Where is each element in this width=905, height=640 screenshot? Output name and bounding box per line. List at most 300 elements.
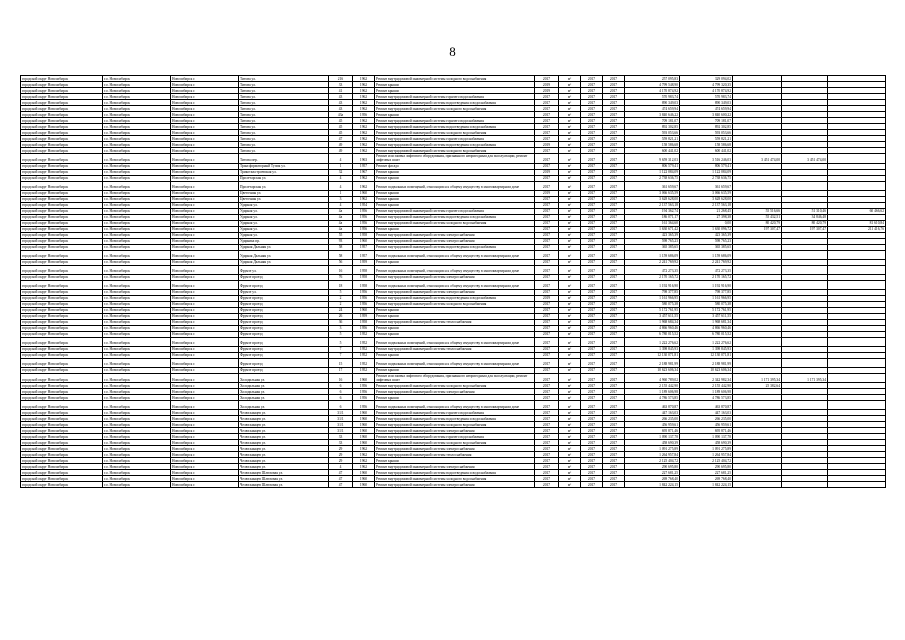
- cell-city: Новосибирск г.: [171, 373, 239, 383]
- cell-plan_year: 2017: [535, 358, 559, 367]
- cell-city: Новосибирск г.: [171, 244, 239, 250]
- cell-cost_b: 2 170 165,72: [680, 274, 733, 280]
- cell-city: Новосибирск г.: [171, 202, 239, 208]
- cell-end: 2017: [603, 163, 625, 169]
- cell-start: 2017: [581, 319, 603, 325]
- cell-start: 2017: [581, 181, 603, 190]
- cell-cost_a: 695 871,46: [625, 428, 680, 434]
- cell-start: 2017: [581, 244, 603, 250]
- cell-year: 1962: [353, 100, 375, 106]
- cell-cost_b: 890 349,03: [680, 100, 733, 106]
- cell-start: 2017: [581, 226, 603, 232]
- cell-street: Фрунзе проезд: [239, 367, 329, 373]
- cell-house: 3: [329, 325, 353, 331]
- cell-work_type: Ремонт внутридомовой инженерной системы водоотведения и водоснабжения: [375, 295, 535, 301]
- cell-settlement: г.о. Новосибирск: [103, 367, 171, 373]
- cell-city: Новосибирск г.: [171, 313, 239, 319]
- cell-settlement: г.о. Новосибирск: [103, 358, 171, 367]
- cell-end: 2017: [603, 395, 625, 401]
- cell-year: 1962: [353, 196, 375, 202]
- cell-work_type: Ремонт фасада: [375, 163, 535, 169]
- cell-unit: м²: [559, 295, 581, 301]
- cell-cost_d: [782, 250, 828, 259]
- cell-city: Новосибирск г.: [171, 295, 239, 301]
- cell-unit: м²: [559, 383, 581, 389]
- cell-unit: м²: [559, 325, 581, 331]
- cell-street: Челюскинцев ул.: [239, 446, 329, 452]
- cell-work_type: Ремонт внутридомовой инженерной системы горячего водоснабжения: [375, 136, 535, 142]
- cell-settlement: г.о. Новосибирск: [103, 148, 171, 154]
- cell-work_type: Ремонт внутридомовой инженерной системы холодного водоснабжения: [375, 422, 535, 428]
- cell-city: Новосибирск г.: [171, 136, 239, 142]
- table-row: [21, 373, 886, 383]
- cell-street: Челюскинцев ул.: [239, 422, 329, 428]
- cell-settlement: г.о. Новосибирск: [103, 422, 171, 428]
- cell-end: 2017: [603, 196, 625, 202]
- cell-cost_b: 266 235,00: [680, 416, 733, 422]
- cell-work_type: Ремонт внутридомовой инженерной системы электроснабжения: [375, 274, 535, 280]
- cell-plan_year: 2017: [535, 136, 559, 142]
- cell-year: 1956: [353, 395, 375, 401]
- cell-cost_a: 4 170 874,92: [625, 88, 680, 94]
- cell-end: 2017: [603, 464, 625, 470]
- cell-cost_b: 3 516 246,03: [680, 154, 733, 164]
- cell-work_type: Ремонт внутридомовой инженерной системы холодного водоснабжения: [375, 220, 535, 226]
- cell-work_type: Ремонт внутридомовой инженерной системы электроснабжения: [375, 238, 535, 244]
- cell-house: 31/1: [329, 410, 353, 416]
- cell-district: городской округ Новосибирск: [21, 100, 103, 106]
- cell-cost_d: 51 310,46: [782, 208, 828, 214]
- cell-end: 2017: [603, 220, 625, 226]
- cell-cost_a: 2 137 563,18: [625, 202, 680, 208]
- cell-settlement: г.о. Новосибирск: [103, 416, 171, 422]
- cell-unit: м²: [559, 458, 581, 464]
- cell-cost_a: 709 181,07: [625, 118, 680, 124]
- cell-start: 2017: [581, 124, 603, 130]
- cell-cost_e: [828, 280, 886, 289]
- cell-cost_d: [782, 280, 828, 289]
- cell-year: 1962: [353, 124, 375, 130]
- cell-settlement: г.о. Новосибирск: [103, 325, 171, 331]
- cell-district: городской округ Новосибирск: [21, 319, 103, 325]
- cell-end: 2017: [603, 259, 625, 265]
- cell-unit: м²: [559, 208, 581, 214]
- cell-work_type: Ремонт крыши: [375, 352, 535, 358]
- cell-district: городской округ Новосибирск: [21, 313, 103, 319]
- cell-work_type: Ремонт внутридомовой инженерной системы водоотведения и водоснабжения: [375, 416, 535, 422]
- cell-work_type: Ремонт или замена лифтового оборудования, признанного непригодным для эксплуатации, ремонт лифтовых шахт: [375, 373, 535, 383]
- cell-work_type: Ремонт внутридомовой инженерной системы теплоснабжения: [375, 319, 535, 325]
- cell-start: 2017: [581, 416, 603, 422]
- cell-work_type: Ремонт крыши: [375, 82, 535, 88]
- cell-cost_b: 1 189 606,98: [680, 389, 733, 395]
- cell-start: 2017: [581, 250, 603, 259]
- cell-year: 1956: [353, 301, 375, 307]
- cell-unit: м²: [559, 259, 581, 265]
- cell-plan_year: 2017: [535, 220, 559, 226]
- cell-house: 93: [329, 238, 353, 244]
- cell-end: 2017: [603, 208, 625, 214]
- cell-house: 32: [329, 169, 353, 175]
- cell-district: городской округ Новосибирск: [21, 76, 103, 82]
- cell-street: Фрунзе проезд: [239, 352, 329, 358]
- cell-street: Челюскинцев ул.: [239, 464, 329, 470]
- cell-start: 2017: [581, 352, 603, 358]
- cell-work_type: Ремонт крыши: [375, 395, 535, 401]
- cell-district: городской округ Новосибирск: [21, 238, 103, 244]
- cell-plan_year: 2017: [535, 226, 559, 232]
- cell-unit: м²: [559, 250, 581, 259]
- cell-unit: м²: [559, 416, 581, 422]
- cell-end: 2017: [603, 232, 625, 238]
- cell-cost_c: [733, 358, 782, 367]
- cell-street: Челюскинцев Шлюзовая ул.: [239, 482, 329, 488]
- cell-cost_b: 12 130 071,81: [680, 352, 733, 358]
- cell-city: Новосибирск г.: [171, 280, 239, 289]
- cell-street: Ударная Дальняя ул.: [239, 259, 329, 265]
- cell-district: городской округ Новосибирск: [21, 244, 103, 250]
- cell-cost_a: 458 690,39: [625, 440, 680, 446]
- cell-end: 2017: [603, 422, 625, 428]
- cell-start: 2017: [581, 358, 603, 367]
- cell-cost_a: 6 780 015,52: [625, 331, 680, 337]
- cell-district: городской округ Новосибирск: [21, 428, 103, 434]
- cell-cost_a: 365 385,65: [625, 244, 680, 250]
- cell-street: Челюскинцев ул.: [239, 416, 329, 422]
- cell-house: 5: [329, 337, 353, 346]
- cell-street: Фрунзе проезд: [239, 319, 329, 325]
- cell-district: городской округ Новосибирск: [21, 401, 103, 410]
- cell-year: 1956: [353, 208, 375, 214]
- cell-district: городской округ Новосибирск: [21, 295, 103, 301]
- cell-plan_year: 2019: [535, 142, 559, 148]
- cell-end: 2017: [603, 94, 625, 100]
- cell-start: 2017: [581, 440, 603, 446]
- cell-work_type: Ремонт внутридомовой инженерной системы горячего водоснабжения: [375, 118, 535, 124]
- cell-house: 1: [329, 163, 353, 169]
- cell-plan_year: 2017: [535, 208, 559, 214]
- cell-year: 1960: [353, 482, 375, 488]
- cell-street: Фрунзе проезд: [239, 346, 329, 352]
- cell-work_type: Ремонт внутридомовой инженерной системы горячего водоснабжения: [375, 410, 535, 416]
- cell-end: 2017: [603, 401, 625, 410]
- cell-house: 4: [329, 154, 353, 164]
- cell-unit: м²: [559, 76, 581, 82]
- cell-cost_c: 55 432,51: [733, 214, 782, 220]
- cell-cost_b: 3 840 600,22: [680, 112, 733, 118]
- cell-settlement: г.о. Новосибирск: [103, 259, 171, 265]
- cell-street: Ударная Дальняя ул.: [239, 244, 329, 250]
- cell-start: 2017: [581, 232, 603, 238]
- cell-work_type: Ремонт внутридомовой инженерной системы водоотведения и водоснабжения: [375, 214, 535, 220]
- cell-cost_a: 290 695,80: [625, 464, 680, 470]
- cell-district: городской округ Новосибирск: [21, 154, 103, 164]
- cell-start: 2017: [581, 130, 603, 136]
- cell-district: городской округ Новосибирск: [21, 395, 103, 401]
- cell-end: 2017: [603, 181, 625, 190]
- cell-cost_a: 186 071,17: [625, 214, 680, 220]
- cell-year: 1962: [353, 130, 375, 136]
- cell-work_type: Ремонт подвальных помещений, относящихся к общему имуществу в многоквартирном доме: [375, 280, 535, 289]
- cell-plan_year: 2017: [535, 458, 559, 464]
- cell-cost_b: 580 075,38: [680, 301, 733, 307]
- cell-cost_a: 474 659,94: [625, 106, 680, 112]
- cell-cost_b: 1 090 137,78: [680, 434, 733, 440]
- cell-start: 2017: [581, 100, 603, 106]
- cell-plan_year: 2017: [535, 238, 559, 244]
- cell-unit: м²: [559, 100, 581, 106]
- cell-settlement: г.о. Новосибирск: [103, 214, 171, 220]
- cell-end: 2017: [603, 226, 625, 232]
- cell-cost_b: 4 866 960,46: [680, 325, 733, 331]
- cell-settlement: г.о. Новосибирск: [103, 76, 171, 82]
- cell-settlement: г.о. Новосибирск: [103, 452, 171, 458]
- cell-cost_a: 2 188 981,99: [625, 358, 680, 367]
- cell-unit: м²: [559, 202, 581, 208]
- cell-house: 6: [329, 395, 353, 401]
- cell-cost_b: 570 983,74: [680, 94, 733, 100]
- cell-start: 2017: [581, 169, 603, 175]
- cell-city: Новосибирск г.: [171, 352, 239, 358]
- cell-cost_b: 2 241 769,92: [680, 259, 733, 265]
- cell-district: городской округ Новосибирск: [21, 301, 103, 307]
- cell-start: 2017: [581, 458, 603, 464]
- cell-district: городской округ Новосибирск: [21, 124, 103, 130]
- cell-district: городской округ Новосибирск: [21, 130, 103, 136]
- cell-year: 1960: [353, 416, 375, 422]
- cell-settlement: г.о. Новосибирск: [103, 458, 171, 464]
- cell-district: городской округ Новосибирск: [21, 88, 103, 94]
- cell-cost_b: 593 053,66: [680, 130, 733, 136]
- cell-cost_b: 2 137 563,18: [680, 202, 733, 208]
- cell-unit: м²: [559, 82, 581, 88]
- cell-cost_b: 1 264 957,84: [680, 452, 733, 458]
- cell-plan_year: 2017: [535, 482, 559, 488]
- cell-plan_year: 2017: [535, 416, 559, 422]
- cell-plan_year: 2019: [535, 295, 559, 301]
- cell-year: 1962: [353, 82, 375, 88]
- cell-plan_year: 2017: [535, 265, 559, 274]
- cell-year: 1952: [353, 367, 375, 373]
- cell-street: Ударная ул.: [239, 208, 329, 214]
- cell-house: 6: [329, 383, 353, 389]
- cell-settlement: г.о. Новосибирск: [103, 401, 171, 410]
- cell-cost_a: 158 586,68: [625, 142, 680, 148]
- cell-unit: м²: [559, 232, 581, 238]
- cell-cost_a: 227 681,25: [625, 470, 680, 476]
- cell-city: Новосибирск г.: [171, 325, 239, 331]
- cell-house: 5: [329, 331, 353, 337]
- cell-work_type: Ремонт крыши: [375, 202, 535, 208]
- cell-house: 5: [329, 289, 353, 295]
- cell-city: Новосибирск г.: [171, 226, 239, 232]
- cell-plan_year: 2017: [535, 464, 559, 470]
- cell-cost_a: 1 222 276,62: [625, 337, 680, 346]
- cell-work_type: Ремонт крыши: [375, 259, 535, 265]
- cell-year: 1956: [353, 112, 375, 118]
- cell-street: Фрунзе ул.: [239, 289, 329, 295]
- cell-cost_a: 1 090 137,78: [625, 434, 680, 440]
- cell-plan_year: 2017: [535, 373, 559, 383]
- cell-end: 2017: [603, 82, 625, 88]
- cell-cost_d: [782, 401, 828, 410]
- cell-settlement: г.о. Новосибирск: [103, 464, 171, 470]
- cell-settlement: г.о. Новосибирск: [103, 244, 171, 250]
- cell-cost_b: 269 768,40: [680, 476, 733, 482]
- cell-year: 1952: [353, 352, 375, 358]
- cell-cost_b: 447 163,03: [680, 410, 733, 416]
- cell-house: 58: [329, 244, 353, 250]
- cell-work_type: Ремонт крыши: [375, 175, 535, 181]
- cell-unit: м²: [559, 373, 581, 383]
- cell-year: 1956: [353, 220, 375, 226]
- cell-plan_year: 2017: [535, 289, 559, 295]
- cell-end: 2017: [603, 295, 625, 301]
- cell-end: 2017: [603, 154, 625, 164]
- cell-year: 1956: [353, 325, 375, 331]
- cell-end: 2017: [603, 446, 625, 452]
- cell-cost_a: 9 659 312,03: [625, 154, 680, 164]
- cell-city: Новосибирск г.: [171, 401, 239, 410]
- cell-cost_a: 361 659,67: [625, 181, 680, 190]
- cell-district: городской округ Новосибирск: [21, 289, 103, 295]
- cell-unit: м²: [559, 154, 581, 164]
- cell-district: городской округ Новосибирск: [21, 232, 103, 238]
- cell-work_type: Ремонт подвальных помещений, относящихся к общему имуществу в многоквартирном доме: [375, 401, 535, 410]
- cell-house: 4: [329, 464, 353, 470]
- cell-plan_year: 2017: [535, 401, 559, 410]
- cell-settlement: г.о. Новосибирск: [103, 175, 171, 181]
- cell-work_type: Ремонт крыши: [375, 313, 535, 319]
- cell-start: 2017: [581, 434, 603, 440]
- cell-settlement: г.о. Новосибирск: [103, 373, 171, 383]
- cell-district: городской округ Новосибирск: [21, 416, 103, 422]
- cell-settlement: г.о. Новосибирск: [103, 319, 171, 325]
- cell-year: 1952: [353, 358, 375, 367]
- cell-cost_a: 1 091 275,89: [625, 446, 680, 452]
- cell-start: 2017: [581, 88, 603, 94]
- cell-district: городской округ Новосибирск: [21, 202, 103, 208]
- cell-start: 2017: [581, 389, 603, 395]
- cell-cost_a: 463 870,87: [625, 401, 680, 410]
- cell-start: 2017: [581, 470, 603, 476]
- cell-unit: м²: [559, 434, 581, 440]
- cell-end: 2017: [603, 274, 625, 280]
- cell-unit: м²: [559, 331, 581, 337]
- cell-cost_a: 4 960 789,02: [625, 373, 680, 383]
- cell-work_type: Ремонт внутридомовой инженерной системы холодного водоснабжения: [375, 440, 535, 446]
- cell-district: городской округ Новосибирск: [21, 337, 103, 346]
- cell-cost_c: 197 307,47: [733, 226, 782, 232]
- cell-start: 2017: [581, 307, 603, 313]
- cell-cost_b: 1 968 681,34: [680, 319, 733, 325]
- cell-cost_b: 2 342 982,34: [680, 373, 733, 383]
- cell-cost_d: [782, 358, 828, 367]
- cell-settlement: г.о. Новосибирск: [103, 118, 171, 124]
- cell-plan_year: 2017: [535, 259, 559, 265]
- cell-house: 24: [329, 307, 353, 313]
- cell-district: городской округ Новосибирск: [21, 458, 103, 464]
- cell-district: городской округ Новосибирск: [21, 112, 103, 118]
- cell-city: Новосибирск г.: [171, 94, 239, 100]
- cell-street: Челюскинцев ул.: [239, 410, 329, 416]
- cell-city: Новосибирск г.: [171, 289, 239, 295]
- cell-start: 2017: [581, 265, 603, 274]
- cell-house: 29: [329, 446, 353, 452]
- cell-cost_b: 6 780 015,52: [680, 331, 733, 337]
- cell-unit: м²: [559, 118, 581, 124]
- cell-plan_year: 2017: [535, 148, 559, 154]
- cell-cost_c: 25 382,64: [733, 383, 782, 389]
- cell-work_type: Ремонт подвальных помещений, относящихся к общему имуществу в многоквартирном доме: [375, 265, 535, 274]
- cell-start: 2017: [581, 367, 603, 373]
- cell-start: 2017: [581, 238, 603, 244]
- cell-house: 4а: [329, 214, 353, 220]
- cell-house: 45: [329, 130, 353, 136]
- cell-plan_year: 2017: [535, 301, 559, 307]
- cell-end: 2017: [603, 118, 625, 124]
- cell-year: 1960: [353, 422, 375, 428]
- cell-district: городской округ Новосибирск: [21, 190, 103, 196]
- cell-house: 43: [329, 94, 353, 100]
- cell-district: городской округ Новосибирск: [21, 208, 103, 214]
- cell-start: 2017: [581, 196, 603, 202]
- cell-street: Титова ул.: [239, 112, 329, 118]
- cell-settlement: г.о. Новосибирск: [103, 274, 171, 280]
- cell-cost_d: 80 420,79: [782, 220, 828, 226]
- cell-end: 2017: [603, 88, 625, 94]
- cell-plan_year: 2017: [535, 154, 559, 164]
- cell-start: 2017: [581, 136, 603, 142]
- cell-cost_b: 21 268,45: [680, 208, 733, 214]
- cell-city: Новосибирск г.: [171, 118, 239, 124]
- cell-cost_b: 0,00: [680, 220, 733, 226]
- cell-street: Челюскинцев Шлюзовая ул.: [239, 470, 329, 476]
- cell-city: Новосибирск г.: [171, 319, 239, 325]
- cell-start: 2017: [581, 82, 603, 88]
- cell-cost_a: 161 364,60: [625, 220, 680, 226]
- cell-settlement: г.о. Новосибирск: [103, 112, 171, 118]
- cell-unit: м²: [559, 244, 581, 250]
- cell-cost_e: 81 610,84: [828, 220, 886, 226]
- cell-house: 216: [329, 76, 353, 82]
- cell-district: городской округ Новосибирск: [21, 250, 103, 259]
- cell-district: городской округ Новосибирск: [21, 169, 103, 175]
- cell-district: городской округ Новосибирск: [21, 367, 103, 373]
- cell-cost_a: 580 075,38: [625, 301, 680, 307]
- cell-city: Новосибирск г.: [171, 389, 239, 395]
- cell-start: 2017: [581, 175, 603, 181]
- cell-city: Новосибирск г.: [171, 163, 239, 169]
- cell-city: Новосибирск г.: [171, 452, 239, 458]
- cell-cost_a: 1 968 684,34: [625, 319, 680, 325]
- cell-settlement: г.о. Новосибирск: [103, 265, 171, 274]
- cell-cost_b: 695 871,46: [680, 428, 733, 434]
- cell-house: 49: [329, 142, 353, 148]
- cell-house: 6: [329, 401, 353, 410]
- cell-house: 15: [329, 358, 353, 367]
- cell-year: 1956: [353, 214, 375, 220]
- cell-street: Фрунзе проезд: [239, 325, 329, 331]
- cell-street: Челюскинцев ул.: [239, 434, 329, 440]
- cell-year: 1963: [353, 154, 375, 164]
- cell-start: 2017: [581, 301, 603, 307]
- cell-plan_year: 2017: [535, 395, 559, 401]
- cell-cost_b: 892 302,85: [680, 124, 733, 130]
- cell-house: 47: [329, 482, 353, 488]
- cell-year: 1962: [353, 458, 375, 464]
- cell-cost_c: 55 516,66: [733, 208, 782, 214]
